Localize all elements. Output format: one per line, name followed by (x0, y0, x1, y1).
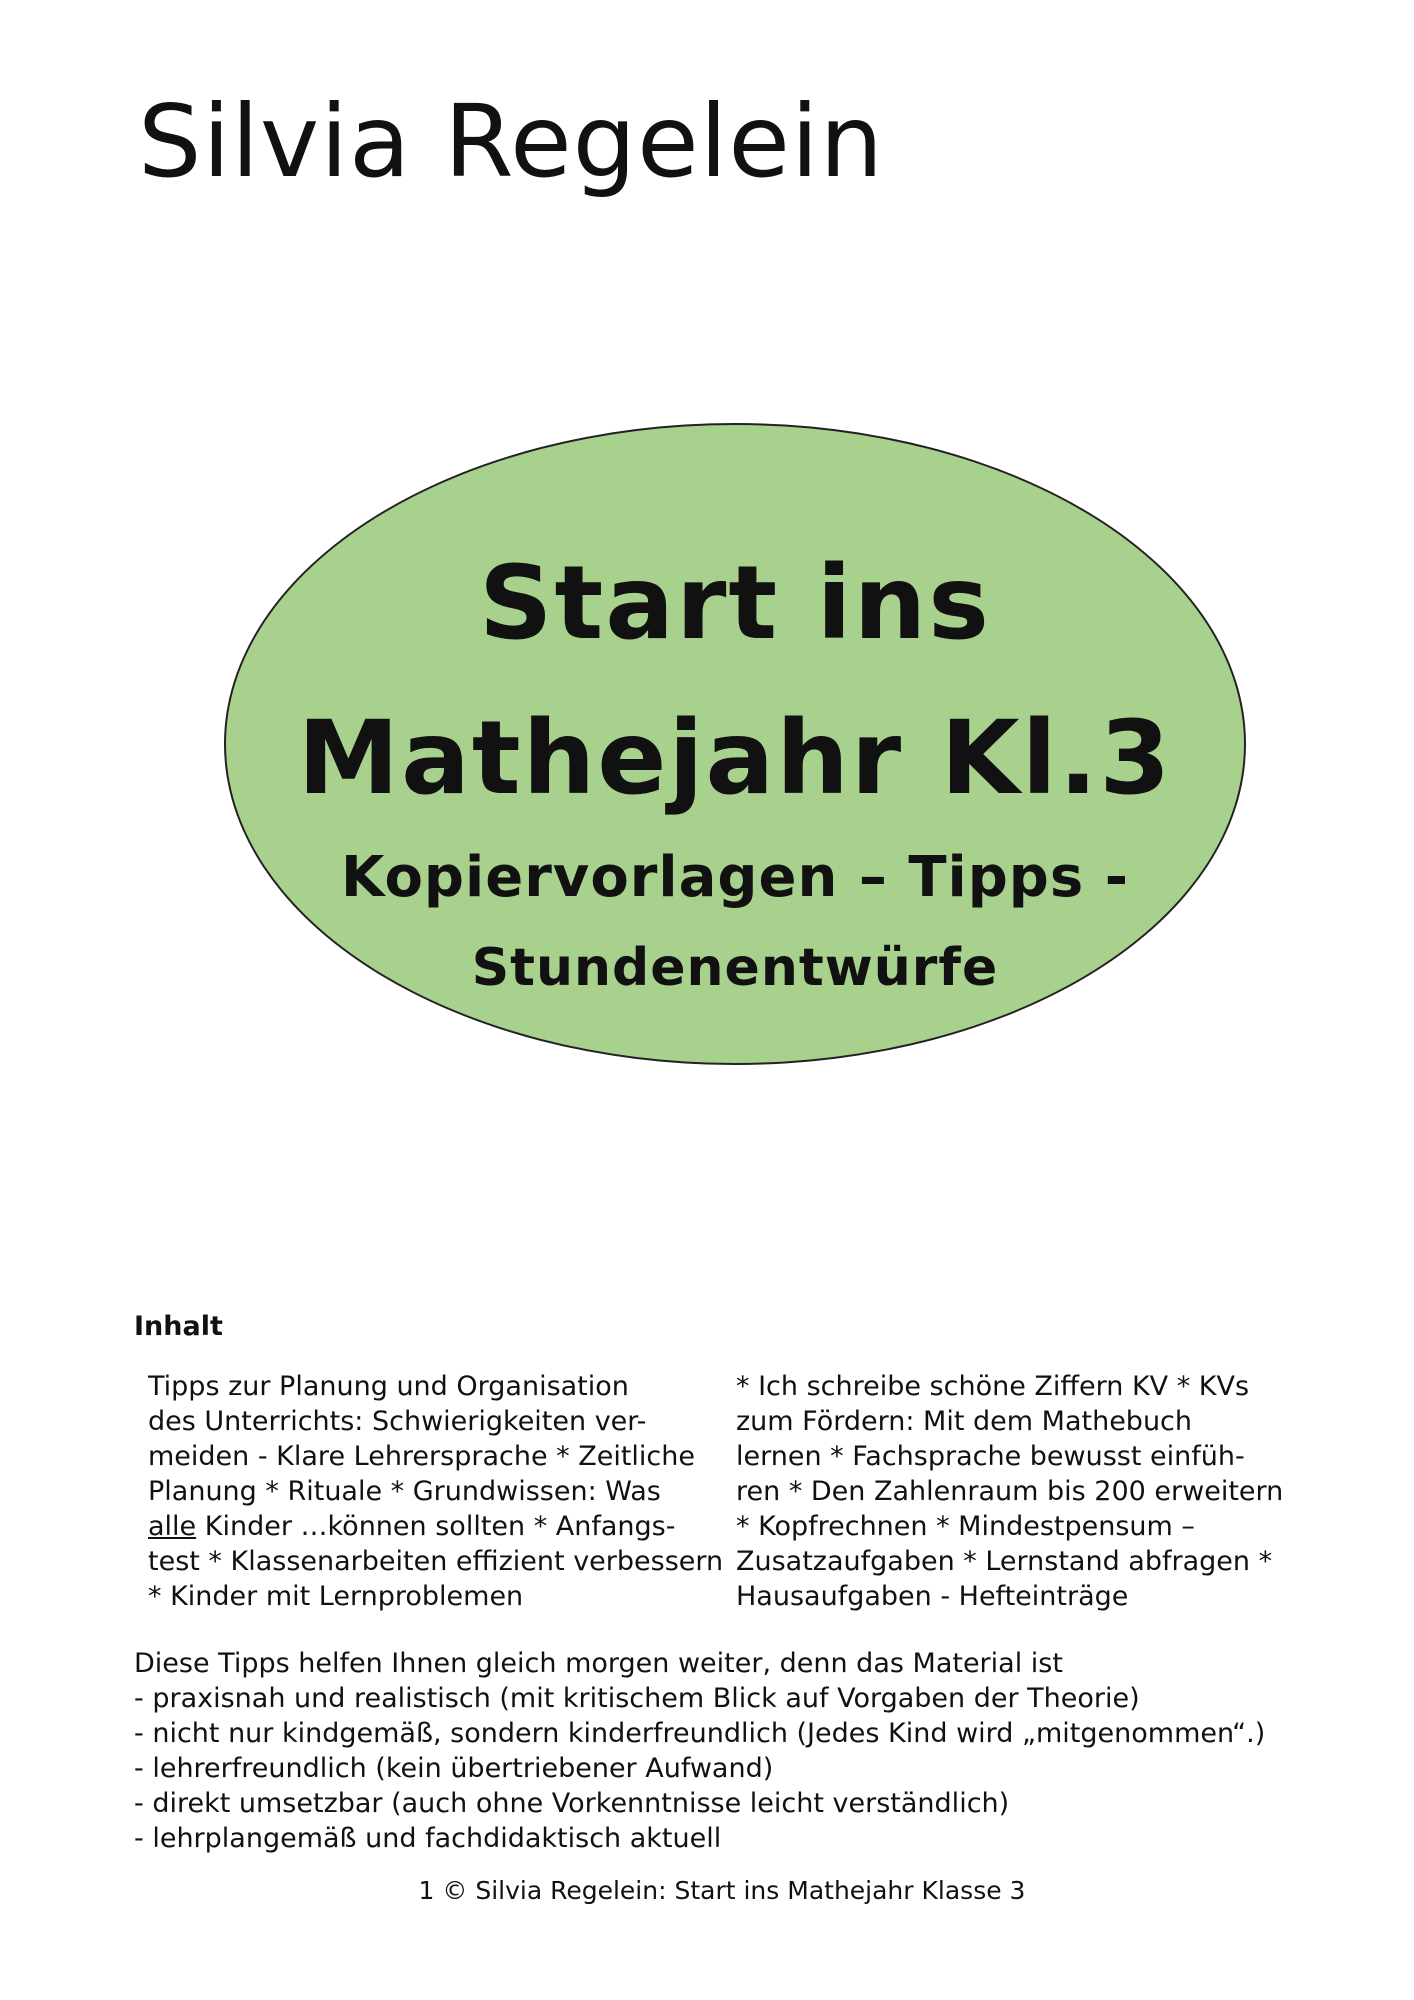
author-name: Silvia Regelein (138, 83, 885, 200)
contents-heading: Inhalt (134, 1311, 223, 1342)
underlined-word: alle (148, 1511, 197, 1542)
contents-line: test * Klassenarbeiten effizient verbessern (148, 1546, 724, 1577)
contents-line: lernen * Fachsprache bewusst einfüh- (736, 1441, 1245, 1472)
contents-line (148, 1509, 723, 1544)
subtitle-line-2: Stundenentwürfe (471, 938, 999, 998)
contents-line: * Kopfrechnen * Mindestpensum – (736, 1511, 1195, 1542)
contents-line: Tipps zur Planung und Organisation (148, 1371, 629, 1402)
contents-line: ren * Den Zahlenraum bis 200 erweitern (736, 1476, 1284, 1507)
contents-right-column (736, 1369, 1283, 1614)
contents-line: Zusatzaufgaben * Lernstand abfragen * (736, 1546, 1273, 1577)
subtitle-line-1: Kopiervorlagen – Tipps - (341, 845, 1129, 910)
page-number: 1 (418, 1876, 435, 1905)
contents-line-rest: Kinder …können sollten * Anfangs- (196, 1511, 676, 1542)
contents-line: * Kinder mit Lernproblemen (148, 1581, 524, 1612)
contents-line: Hausaufgaben - Hefteinträge (736, 1581, 1129, 1612)
benefits-item: - praxisnah und realistisch (mit kritischem Blick auf Vorgaben der Theorie) (134, 1683, 1140, 1714)
benefits-item: - lehrerfreundlich (kein übertriebener Aufwand) (134, 1753, 774, 1784)
benefits-block (134, 1646, 1265, 1856)
benefits-item: - direkt umsetzbar (auch ohne Vorkenntnisse leicht verständlich) (134, 1788, 1010, 1819)
benefits-item: - nicht nur kindgemäß, sondern kinderfreundlich (Jedes Kind wird „mitgenommen“.) (134, 1718, 1266, 1749)
contents-line: meiden - Klare Lehrersprache * Zeitliche (148, 1441, 696, 1472)
contents-line: zum Fördern: Mit dem Mathebuch (736, 1406, 1193, 1437)
contents-line: * Ich schreibe schöne Ziffern KV * KVs (736, 1371, 1250, 1402)
contents-line: Planung * Rituale * Grundwissen: Was (148, 1476, 661, 1507)
benefits-intro: Diese Tipps helfen Ihnen gleich morgen weiter, denn das Material ist (134, 1648, 1063, 1679)
page-footer (0, 1878, 1414, 1903)
contents-left-column (148, 1369, 723, 1614)
contents-line: des Unterrichts: Schwierigkeiten ver- (148, 1406, 647, 1437)
footer-copyright: © Silvia Regelein: Start ins Mathejahr Klasse 3 (442, 1876, 1026, 1905)
benefits-item: - lehrplangemäß und fachdidaktisch aktuell (134, 1823, 722, 1854)
title-line-2: Mathejahr Kl.3 (297, 699, 1173, 818)
title-line-1: Start ins (479, 544, 991, 663)
